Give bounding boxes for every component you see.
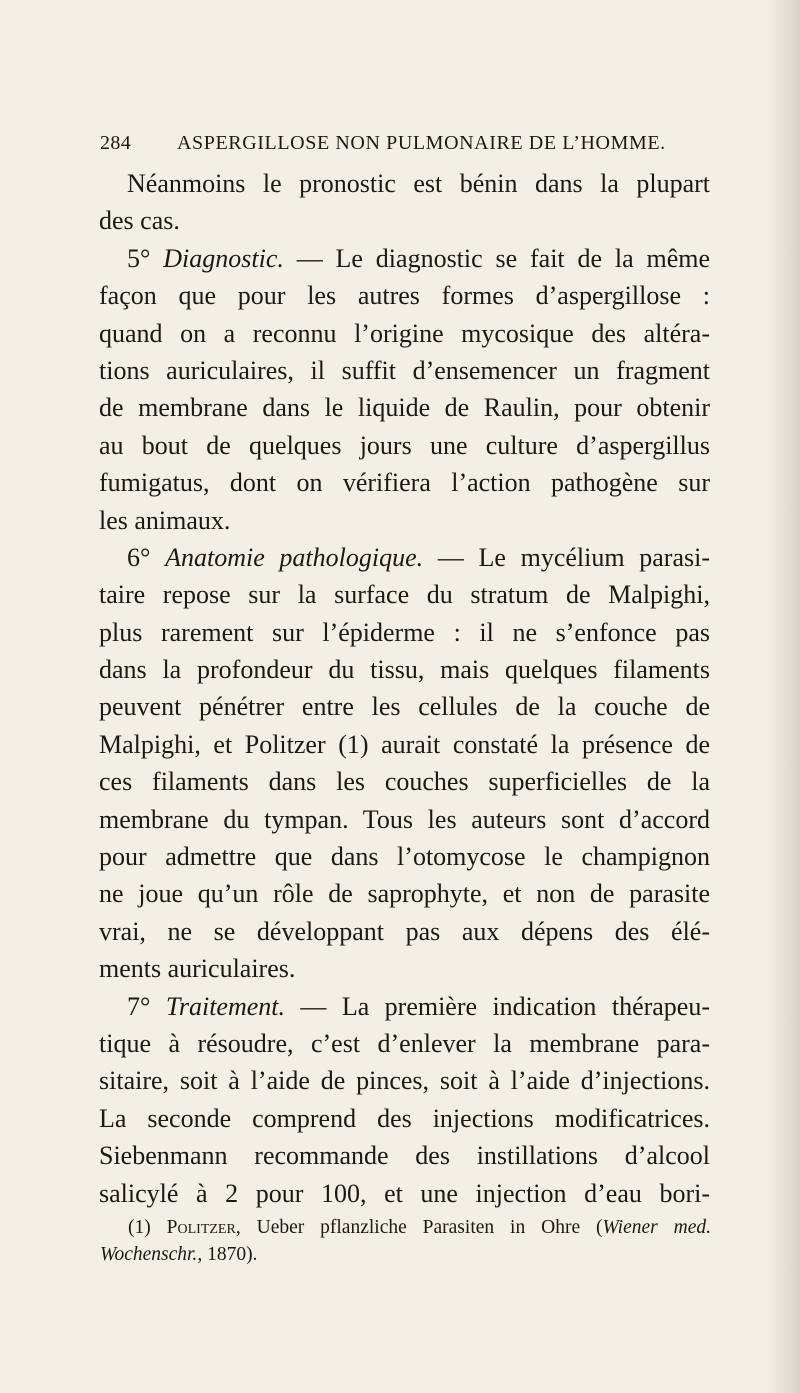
section-diagnostic-line	[99, 240, 710, 277]
text-line: ces filaments dans les couches superficielles de la	[99, 767, 710, 797]
footnote-journal: Wiener med.	[602, 1217, 711, 1238]
text-line: au bout de quelques jours une culture d’aspergillus	[99, 430, 710, 460]
text-fragment: — Le mycélium parasi-	[437, 542, 711, 572]
text-line: de membrane dans le liquide de Raulin, pour obtenir	[99, 393, 710, 423]
footnote-text: , Ueber pflanzliche Parasiten in Ohre (	[235, 1217, 603, 1238]
footnote-author: Politzer	[166, 1217, 236, 1238]
section-anatomy-line	[99, 539, 710, 576]
section-number: 6°	[127, 542, 151, 572]
text-line: taire repose sur la surface du stratum de Malpighi,	[99, 580, 710, 610]
text-line: ne joue qu’un rôle de saprophyte, et non de parasite	[99, 879, 710, 909]
section-treatment-line	[99, 988, 710, 1025]
footnote-line	[100, 1241, 711, 1268]
section-heading: Anatomie pathologique.	[165, 542, 424, 572]
body-text	[99, 165, 710, 1212]
footnote-journal: Wochenschr.	[100, 1244, 198, 1265]
text-line: fumigatus, dont on vérifiera l’action pathogène sur	[99, 468, 710, 498]
text-line: vrai, ne se développant pas aux dépens des élé-	[99, 916, 710, 946]
footnote-line	[100, 1214, 711, 1241]
section-heading: Diagnostic.	[163, 243, 284, 273]
text-line: tique à résoudre, c’est d’enlever la membrane para-	[99, 1028, 710, 1058]
running-title: ASPERGILLOSE NON PULMONAIRE DE L’HOMME.	[177, 132, 666, 154]
text-line: dans la profondeur du tissu, mais quelques filaments	[99, 655, 710, 685]
text-line: quand on a reconnu l’origine mycosique des altéra-	[99, 318, 710, 348]
text-line: façon que pour les autres formes d’aspergillose :	[99, 281, 710, 311]
text-fragment: — La première indication thérapeu-	[300, 991, 711, 1021]
text-line: Siebenmann recommande des instillations d’alcool	[99, 1141, 710, 1171]
text-line: les animaux.	[99, 505, 231, 535]
text-line: Néanmoins le pronostic est bénin dans la plupart	[127, 169, 710, 198]
page-edge-shadow	[766, 0, 800, 1393]
footnote	[100, 1214, 711, 1268]
text-line: Malpighi, et Politzer (1) aurait constaté la présence de	[99, 729, 710, 759]
section-number: 7°	[127, 991, 151, 1021]
page-number: 284	[100, 132, 132, 154]
text-line: peuvent pénétrer entre les cellules de la couche de	[99, 692, 710, 722]
text-line: pour admettre que dans l’otomycose le champignon	[99, 842, 710, 872]
text-line: La seconde comprend des injections modificatrices.	[99, 1103, 710, 1133]
text-line: plus rarement sur l’épiderme : il ne s’enfonce pas	[99, 617, 710, 647]
text-line: membrane du tympan. Tous les auteurs sont d’accord	[99, 804, 710, 834]
text-line: salicylé à 2 pour 100, et une injection d’eau bori-	[99, 1178, 710, 1208]
text-line: tions auriculaires, il suffit d’ensemencer un fragment	[99, 355, 710, 385]
text-fragment: — Le diagnostic se fait de la même	[296, 243, 710, 273]
page-header	[100, 132, 710, 162]
text-line: ments auriculaires.	[99, 954, 296, 984]
section-number: 5°	[127, 243, 151, 273]
footnote-marker: (1)	[128, 1217, 151, 1238]
section-heading: Traitement.	[165, 991, 285, 1021]
text-line: sitaire, soit à l’aide de pinces, soit à l’aide d’injections.	[99, 1066, 710, 1096]
footnote-year: , 1870).	[197, 1244, 258, 1265]
text-line: des cas.	[99, 206, 180, 236]
